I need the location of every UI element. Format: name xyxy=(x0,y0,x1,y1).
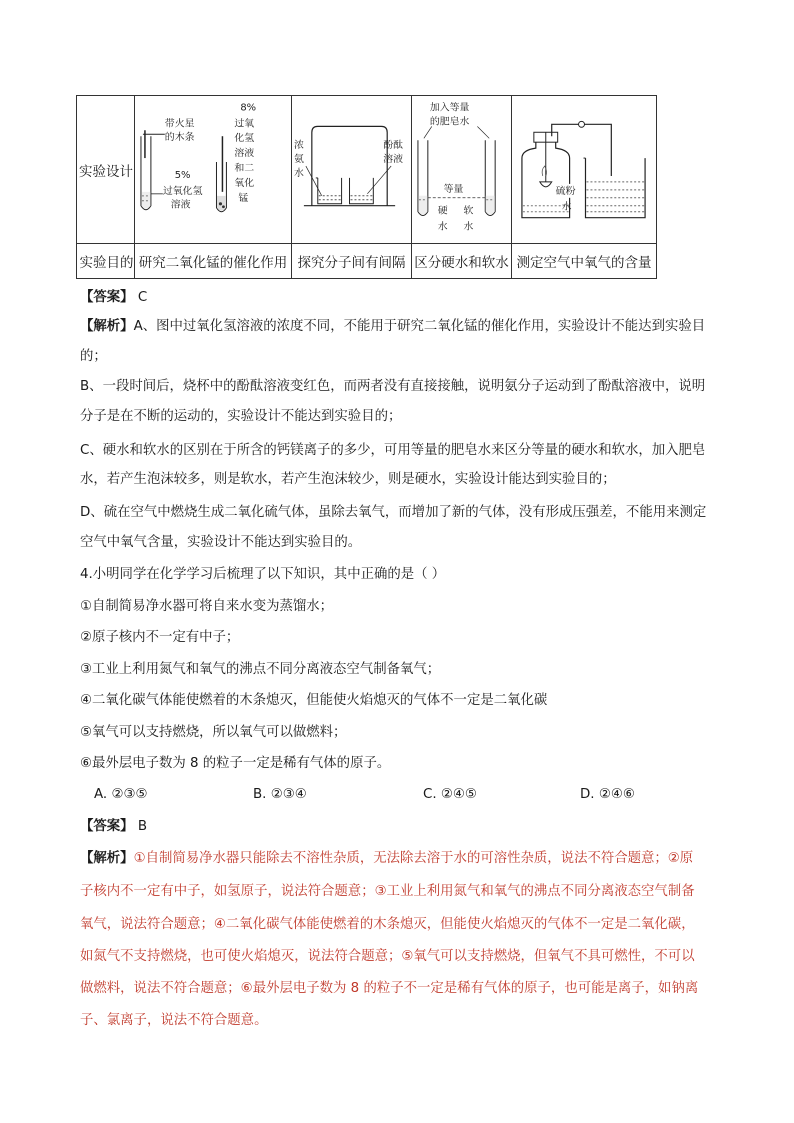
q4-item-1: ①自制简易净水器可将自来水变为蒸馏水； xyxy=(80,599,334,614)
figure-c-cell xyxy=(412,96,512,244)
q3-analysis-line-3: B、一段时间后，烧杯中的酚酞溶液变红色，而两者没有直接接触，说明氨分子运动到了酚酞溶液中，说明 xyxy=(80,379,706,394)
figure-a-test-tubes xyxy=(135,96,291,243)
figure-c-soap-test xyxy=(412,96,511,243)
fig-a-right-label-5: 和二 xyxy=(234,162,255,174)
q4-analysis-text-1: ①自制简易净水器只能除去不溶性杂质，无法除去溶于水的可溶性杂质，说法不符合题意；②原 xyxy=(133,851,694,866)
goal-d: 测定空气中氧气的含量 xyxy=(512,244,657,279)
q4-answer-tag: 【答案】 xyxy=(80,819,134,834)
fig-a-right-label-2: 过氧 xyxy=(234,118,255,130)
figure-a-cell xyxy=(135,96,292,244)
fig-a-splint-label-2: 的木条 xyxy=(164,132,195,144)
q3-answer xyxy=(80,289,147,307)
fig-b-left-label-3: 水 xyxy=(293,167,304,179)
q3-analysis-line-7: D、硫在空气中燃烧生成二氧化硫气体，虽除去氧气，而增加了新的气体，没有形成压强差，不能用来测定 xyxy=(80,505,707,520)
q4-option-d[interactable]: D. ②④⑥ xyxy=(580,787,635,802)
fig-a-left-label-3: 溶液 xyxy=(170,199,191,211)
experiment-table xyxy=(76,95,657,279)
q4-analysis-line-5: 做燃料，说法不符合题意；⑥最外层电子数为 8 的粒子不一定是稀有气体的原子，也可能是离子，如钠离 xyxy=(80,981,699,996)
table-row-design xyxy=(77,96,657,244)
q3-answer-value: C xyxy=(137,290,148,305)
fig-b-left-label-1: 浓 xyxy=(293,140,304,152)
goal-c: 区分硬水和软水 xyxy=(412,244,512,279)
fig-b-right-label-1: 酚酞 xyxy=(383,140,404,152)
fig-a-right-label-1: 8% xyxy=(240,102,257,114)
q3-analysis-line-1 xyxy=(80,318,705,336)
q4-analysis-tag: 【解析】 xyxy=(80,851,134,866)
fig-b-right-label-2: 溶液 xyxy=(383,154,404,166)
q3-analysis-tag: 【解析】 xyxy=(80,319,134,334)
q4-analysis-line-2: 子核内不一定有中子，如氢原子，说法符合题意；③工业上利用氮气和氧气的沸点不同分离液态空气制备 xyxy=(80,884,695,899)
q4-item-6: ⑥最外层电子数为 8 的粒子一定是稀有气体的原子。 xyxy=(80,756,391,771)
row-label-goal: 实验目的 xyxy=(77,244,135,279)
fig-a-right-label-7: 锰 xyxy=(238,192,249,204)
q4-item-5: ⑤氧气可以支持燃烧，所以氧气可以做燃料； xyxy=(80,725,347,740)
q3-analysis-line-2: 的； xyxy=(80,349,107,364)
fig-c-top-label-2: 的肥皂水 xyxy=(429,116,470,128)
q4-option-b[interactable]: B. ②③④ xyxy=(253,787,307,802)
fig-a-splint-label-1: 带火星 xyxy=(164,118,195,130)
fig-b-left-label-2: 氨 xyxy=(293,154,304,166)
fig-a-right-label-6: 氧化 xyxy=(234,177,255,189)
fig-c-right-label-1: 软 xyxy=(463,205,474,217)
q4-item-4: ④二氧化碳气体能使燃着的木条熄灭，但能使火焰熄灭的气体不一定是二氧化碳 xyxy=(80,693,548,708)
q4-analysis-line-4: 如氮气不支持燃烧，也可使火焰熄灭，说法符合题意；⑤氧气可以支持燃烧，但氧气不具可燃性，不可以 xyxy=(80,949,695,964)
q4-item-2: ②原子核内不一定有中子； xyxy=(80,630,240,645)
fig-c-left-label-2: 水 xyxy=(437,221,448,233)
q4-answer xyxy=(80,818,147,836)
q3-analysis-line-6: 水，若产生泡沫较多，则是软水，若产生泡沫较少，则是硬水，实验设计能达到实验目的； xyxy=(80,472,616,487)
table-row-goal xyxy=(77,244,657,279)
figure-d-cell xyxy=(512,96,657,244)
goal-a: 研究二氧化锰的催化作用 xyxy=(135,244,292,279)
q4-option-a[interactable]: A. ②③⑤ xyxy=(94,787,148,802)
q4-answer-value: B xyxy=(137,819,148,834)
figure-b-bell-jar xyxy=(292,96,411,243)
fig-a-right-label-4: 溶液 xyxy=(234,148,255,160)
q3-analysis-text-1: A、图中过氧化氢溶液的浓度不同，不能用于研究二氧化锰的催化作用，实验设计不能达到实验目 xyxy=(133,319,706,334)
q4-stem: 4.小明同学在化学学习后梳理了以下知识，其中正确的是（ ） xyxy=(80,567,446,582)
fig-c-right-label-2: 水 xyxy=(463,221,474,233)
fig-a-left-label-2: 过氧化氢 xyxy=(162,185,203,197)
q3-answer-tag: 【答案】 xyxy=(80,290,134,305)
fig-d-label-sulfur: 硫粉 xyxy=(555,185,576,197)
row-label-design: 实验设计 xyxy=(77,96,135,244)
fig-d-label-water: 水 xyxy=(561,201,572,213)
figure-b-cell xyxy=(292,96,412,244)
q3-analysis-line-5: C、硬水和软水的区别在于所含的钙镁离子的多少，可用等量的肥皂水来区分等量的硬水和软水，加入肥皂 xyxy=(80,443,706,458)
fig-c-equal-label: 等量 xyxy=(443,183,464,195)
q4-analysis-line-6: 子、氯离子，说法不符合题意。 xyxy=(80,1013,268,1028)
q4-analysis-line-3: 氧气，说法符合题意；④二氧化碳气体能使燃着的木条熄灭，但能使火焰熄灭的气体不一定是二氧化碳， xyxy=(80,917,695,932)
goal-b: 探究分子间有间隔 xyxy=(292,244,412,279)
q3-analysis-line-4: 分子是在不断的运动的，实验设计不能达到实验目的； xyxy=(80,409,402,424)
fig-a-right-label-3: 化氢 xyxy=(234,133,255,145)
q4-item-3: ③工业上利用氮气和氧气的沸点不同分离液态空气制备氧气； xyxy=(80,662,441,677)
q4-option-c[interactable]: C. ②④⑤ xyxy=(423,787,477,802)
q4-analysis-line-1 xyxy=(80,850,693,868)
fig-a-left-label-1: 5% xyxy=(174,169,191,181)
fig-c-left-label-1: 硬 xyxy=(437,205,448,217)
fig-c-top-label-1: 加入等量 xyxy=(429,102,470,114)
q3-analysis-line-8: 空气中氧气含量，实验设计不能达到实验目的。 xyxy=(80,535,362,550)
figure-d-sulfur-apparatus xyxy=(512,96,656,243)
